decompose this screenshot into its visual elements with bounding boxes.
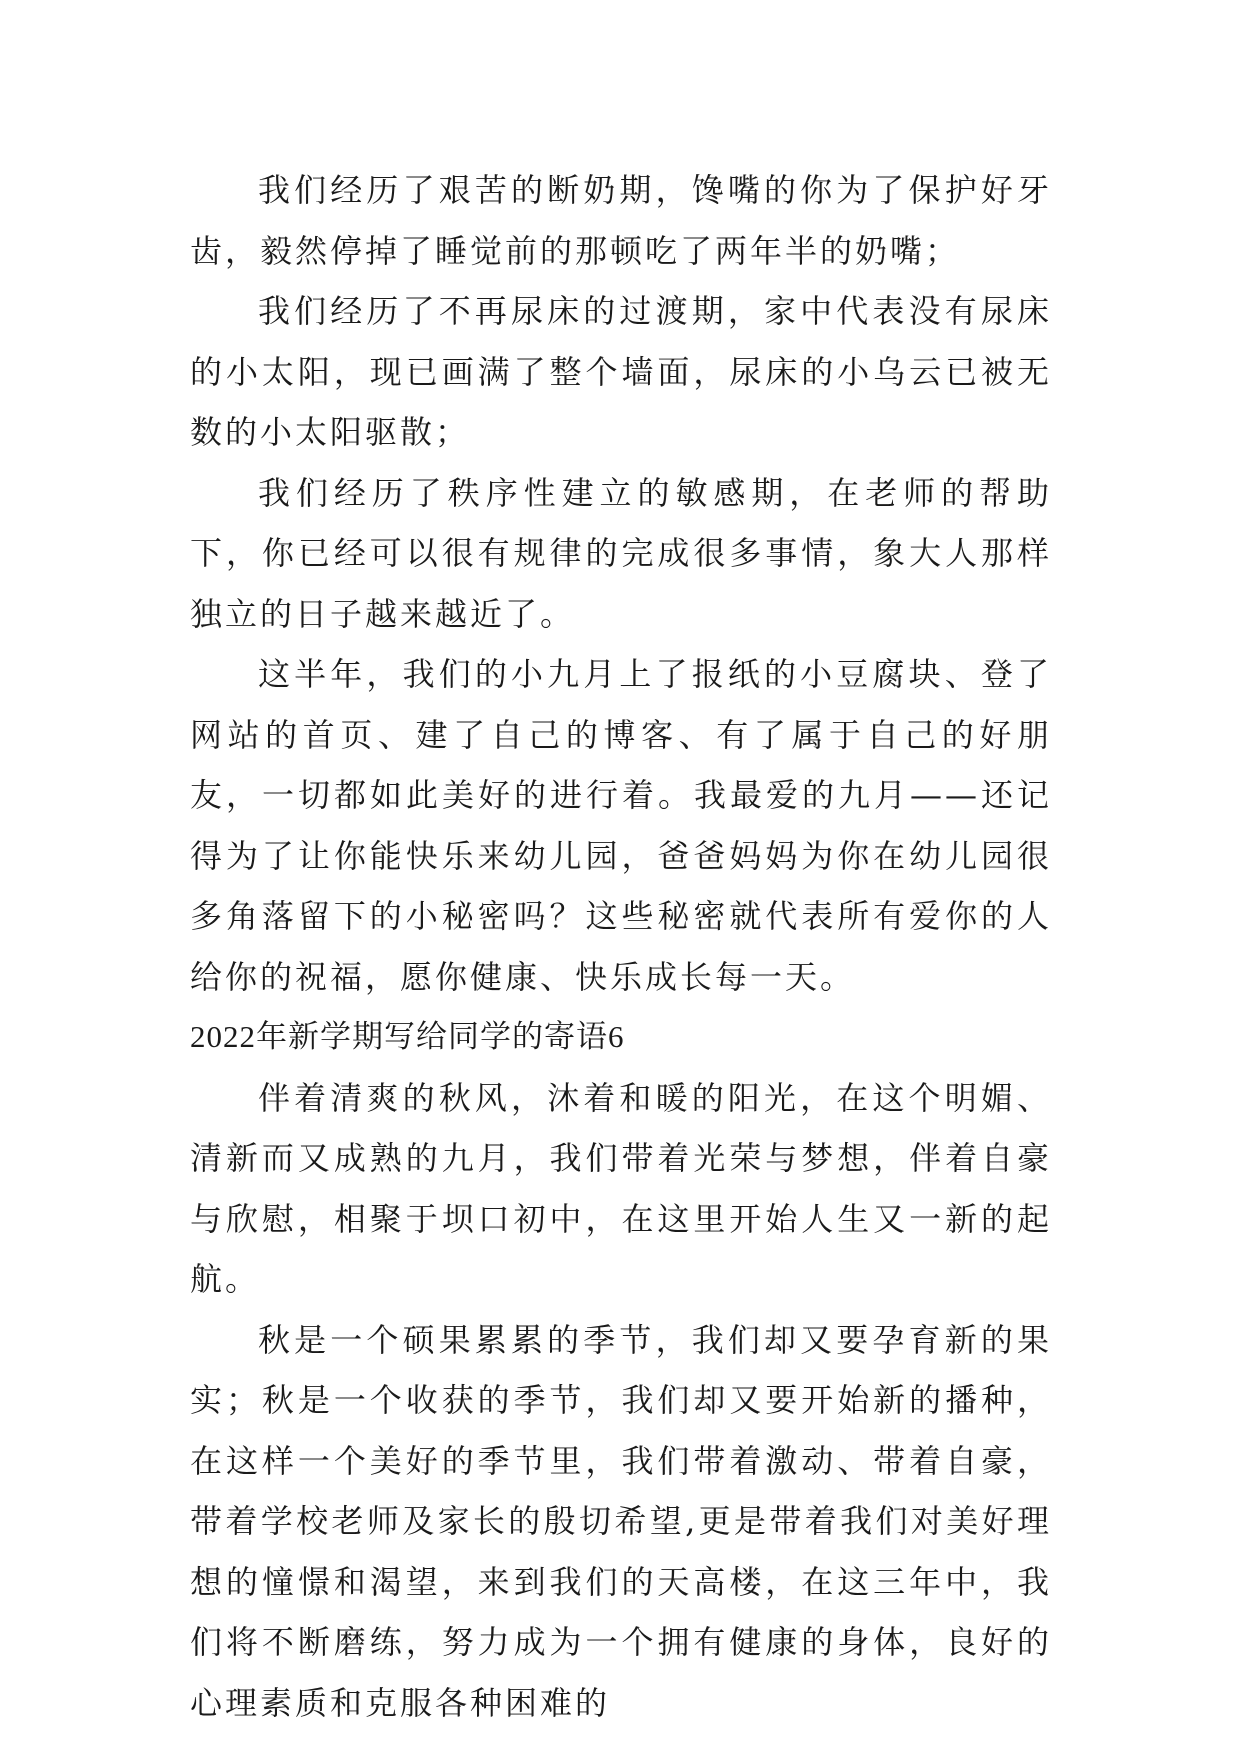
paragraph-weaning: 我们经历了艰苦的断奶期，馋嘴的你为了保护好牙齿，毅然停掉了睡觉前的那顿吃了两年半的奶嘴；: [190, 171, 1052, 270]
section-title: 2022年新学期写给同学的寄语6: [190, 1019, 625, 1054]
paragraph-order-sensitivity: 我们经历了秩序性建立的敏感期，在老师的帮助下，你已经可以很有规律的完成很多事情，象大人那样独立的日子越来越近了。: [190, 473, 1052, 633]
paragraph-autumn-breeze: 伴着清爽的秋风，沐着和暖的阳光，在这个明媚、清新而又成熟的九月，我们带着光荣与梦想，伴着自豪与欣慰，相聚于坝口初中，在这里开始人生又一新的起航。: [190, 1078, 1052, 1298]
paragraph-harvest-season: 秋是一个硕果累累的季节，我们却又要孕育新的果实；秋是一个收获的季节，我们却又要开始新的播种，在这样一个美好的季节里，我们带着激动、带着自豪，带着学校老师及家长的殷切希望,更是带着我们对美好理想的憧憬和渴望，来到我们的天高楼，在这三年中，我们将不断磨练，努力成为一个拥有健康的身体，良好的心理素质和克服各种困难的: [190, 1320, 1052, 1722]
paragraph-bedwetting: 我们经历了不再尿床的过渡期，家中代表没有尿床的小太阳，现已画满了整个墙面，尿床的小乌云已被无数的小太阳驱散；: [190, 292, 1052, 451]
document-page: [190, 160, 1052, 1733]
paragraph-half-year: 这半年，我们的小九月上了报纸的小豆腐块、登了网站的首页、建了自己的博客、有了属于自己的好朋友，一切都如此美好的进行着。我最爱的九月——还记得为了让你能快乐来幼儿园，爸爸妈妈为你在幼儿园很多角落留下的小秘密吗？这些秘密就代表所有爱你的人给你的祝福，愿你健康、快乐成长每一天。: [190, 655, 1052, 996]
